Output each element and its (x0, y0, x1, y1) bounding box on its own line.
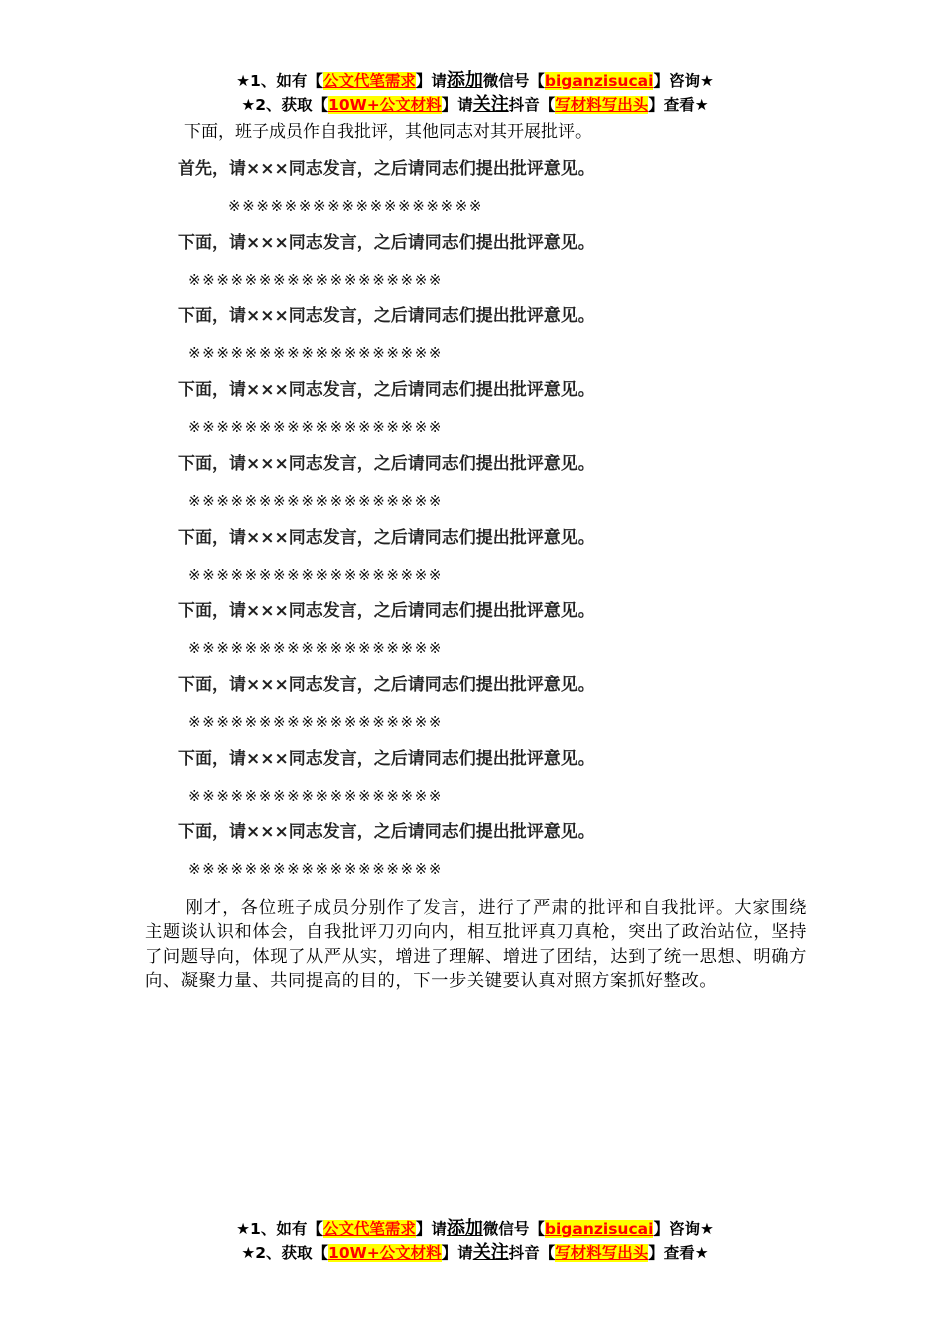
placeholder-row: ※※※※※※※※※※※※※※※※※※ (188, 787, 444, 805)
banner-line-1: ★1、如有【公文代笔需求】请添加微信号【biganzisucai】咨询★ (236, 70, 714, 91)
placeholder-row: ※※※※※※※※※※※※※※※※※※ (188, 566, 444, 584)
top-banner (0, 69, 950, 117)
banner-highlight-writing-service: 公文代笔需求 (322, 72, 416, 90)
next-speaker-call: 下面，请×××同志发言，之后请同志们提出批评意见。 (178, 233, 595, 253)
next-speaker-call: 下面，请×××同志发言，之后请同志们提出批评意见。 (178, 306, 595, 326)
placeholder-row: ※※※※※※※※※※※※※※※※※※ (188, 713, 444, 731)
banner-highlight-douyin: 写材料写出头 (555, 1244, 649, 1262)
placeholder-row: ※※※※※※※※※※※※※※※※※※ (188, 271, 444, 289)
next-speaker-call: 下面，请×××同志发言，之后请同志们提出批评意见。 (178, 528, 595, 548)
next-speaker-call: 下面，请×××同志发言，之后请同志们提出批评意见。 (178, 454, 595, 474)
placeholder-row: ※※※※※※※※※※※※※※※※※※ (188, 860, 444, 878)
placeholder-row: ※※※※※※※※※※※※※※※※※※ (188, 344, 444, 362)
intro-paragraph: 下面，班子成员作自我批评，其他同志对其开展批评。 (184, 122, 592, 142)
next-speaker-call: 下面，请×××同志发言，之后请同志们提出批评意见。 (178, 380, 595, 400)
banner-highlight-wechat-id: biganzisucai (544, 72, 654, 90)
banner-highlight-materials: 10W+公文材料 (328, 96, 442, 114)
placeholder-row: ※※※※※※※※※※※※※※※※※※ (188, 492, 444, 510)
placeholder-row: ※※※※※※※※※※※※※※※※※※ (188, 639, 444, 657)
banner-highlight-writing-service: 公文代笔需求 (322, 1220, 416, 1238)
closing-paragraph: 刚才，各位班子成员分别作了发言，进行了严肃的批评和自我批评。大家围绕主题谈认识和体会，自我批评刀刃向内，相互批评真刀真枪，突出了政治站位，坚持了问题导向，体现了从严从实，增进了理解、增进了团结，达到了统一思想、明确方向、凝聚力量、共同提高的目的，下一步关键要认真对照方案抓好整改。 (145, 898, 807, 992)
banner-line-2: ★2、获取【10W+公文材料】请关注抖音【写材料写出头】查看★ (241, 94, 709, 115)
next-speaker-call: 下面，请×××同志发言，之后请同志们提出批评意见。 (178, 601, 595, 621)
next-speaker-call: 下面，请×××同志发言，之后请同志们提出批评意见。 (178, 749, 595, 769)
placeholder-row: ※※※※※※※※※※※※※※※※※※ (188, 418, 444, 436)
next-speaker-call: 下面，请×××同志发言，之后请同志们提出批评意见。 (178, 822, 595, 842)
first-speaker-call: 首先，请×××同志发言，之后请同志们提出批评意见。 (178, 159, 595, 179)
banner-line-1: ★1、如有【公文代笔需求】请添加微信号【biganzisucai】咨询★ (236, 1218, 714, 1239)
next-speaker-call: 下面，请×××同志发言，之后请同志们提出批评意见。 (178, 675, 595, 695)
banner-highlight-materials: 10W+公文材料 (328, 1244, 442, 1262)
placeholder-row: ※※※※※※※※※※※※※※※※※※ (228, 197, 484, 215)
banner-highlight-douyin: 写材料写出头 (555, 96, 649, 114)
bottom-banner (0, 1217, 950, 1265)
banner-highlight-wechat-id: biganzisucai (544, 1220, 654, 1238)
banner-line-2: ★2、获取【10W+公文材料】请关注抖音【写材料写出头】查看★ (241, 1242, 709, 1263)
